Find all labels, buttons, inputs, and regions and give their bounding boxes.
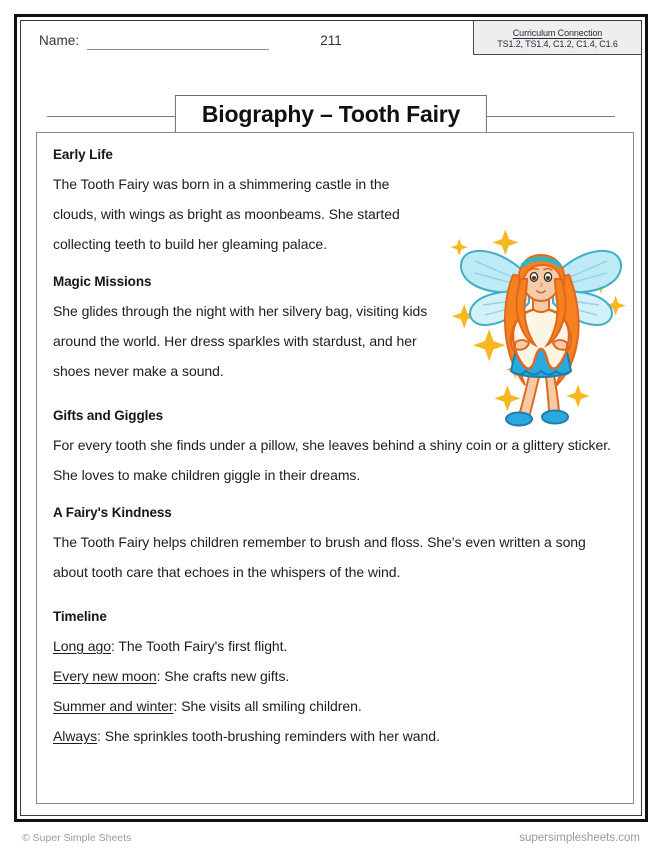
timeline-item — [53, 721, 617, 751]
curriculum-connection-codes: TS1.2, TS1.4, C1.2, C1.4, C1.6 — [497, 38, 618, 49]
worksheet-title-box — [175, 95, 487, 136]
footer-copyright: © Super Simple Sheets — [22, 832, 132, 844]
timeline-item-lead: Every new moon — [53, 668, 157, 684]
name-input-line[interactable] — [87, 49, 269, 50]
timeline-item-lead: Long ago — [53, 638, 111, 654]
passage-section — [53, 408, 617, 490]
worksheet-page-frame — [14, 14, 648, 822]
section-heading: Magic Missions — [53, 274, 152, 289]
timeline-section — [53, 609, 617, 751]
passage-content-box — [36, 132, 634, 804]
curriculum-connection-badge — [473, 21, 641, 55]
timeline-item — [53, 631, 617, 661]
section-body: She glides through the night with her silvery bag, visiting kids around the world. Her dress sparkles with stardust, and her shoes never make a sound. — [53, 303, 428, 379]
page-title: Biography – Tooth Fairy — [201, 101, 461, 127]
passage-section — [53, 147, 617, 259]
section-body: For every tooth she finds under a pillow, she leaves behind a shiny coin or a glittery sticker. She loves to make children giggle in their dreams. — [53, 437, 611, 483]
section-spacer — [53, 496, 617, 505]
passage-section — [53, 505, 617, 587]
worksheet-footer — [0, 832, 662, 854]
timeline-item — [53, 691, 617, 721]
worksheet-page-inner-frame — [20, 20, 642, 816]
timeline-list — [53, 631, 617, 751]
timeline-item-lead: Summer and winter — [53, 698, 174, 714]
footer-website[interactable]: supersimplesheets.com — [519, 832, 640, 844]
section-heading: Early Life — [53, 147, 113, 162]
worksheet-header — [21, 21, 641, 65]
worksheet-title-band — [21, 95, 641, 137]
timeline-item-text: : The Tooth Fairy's first flight. — [111, 638, 288, 654]
name-label: Name: — [39, 33, 80, 48]
timeline-item — [53, 661, 617, 691]
timeline-item-text: : She crafts new gifts. — [156, 668, 290, 684]
timeline-item-text: : She visits all smiling children. — [173, 698, 362, 714]
section-heading: Gifts and Giggles — [53, 408, 164, 423]
section-body: The Tooth Fairy helps children remember to brush and floss. She's even written a song about tooth care that echoes in the whispers of the wind. — [53, 534, 586, 580]
passage-section — [53, 274, 617, 386]
section-spacer — [53, 593, 617, 609]
page-number: 211 — [320, 33, 342, 48]
section-body: The Tooth Fairy was born in a shimmering castle in the clouds, with wings as bright as moonbeams. She started collecting teeth to build her gleaming palace. — [53, 176, 400, 252]
timeline-item-text: : She sprinkles tooth-brushing reminders with her wand. — [97, 728, 440, 744]
section-heading: A Fairy's Kindness — [53, 505, 172, 520]
section-spacer — [53, 265, 617, 274]
section-spacer — [53, 392, 617, 408]
curriculum-connection-title: Curriculum Connection — [512, 27, 603, 38]
timeline-item-lead: Always — [53, 728, 98, 744]
timeline-heading: Timeline — [53, 609, 107, 624]
